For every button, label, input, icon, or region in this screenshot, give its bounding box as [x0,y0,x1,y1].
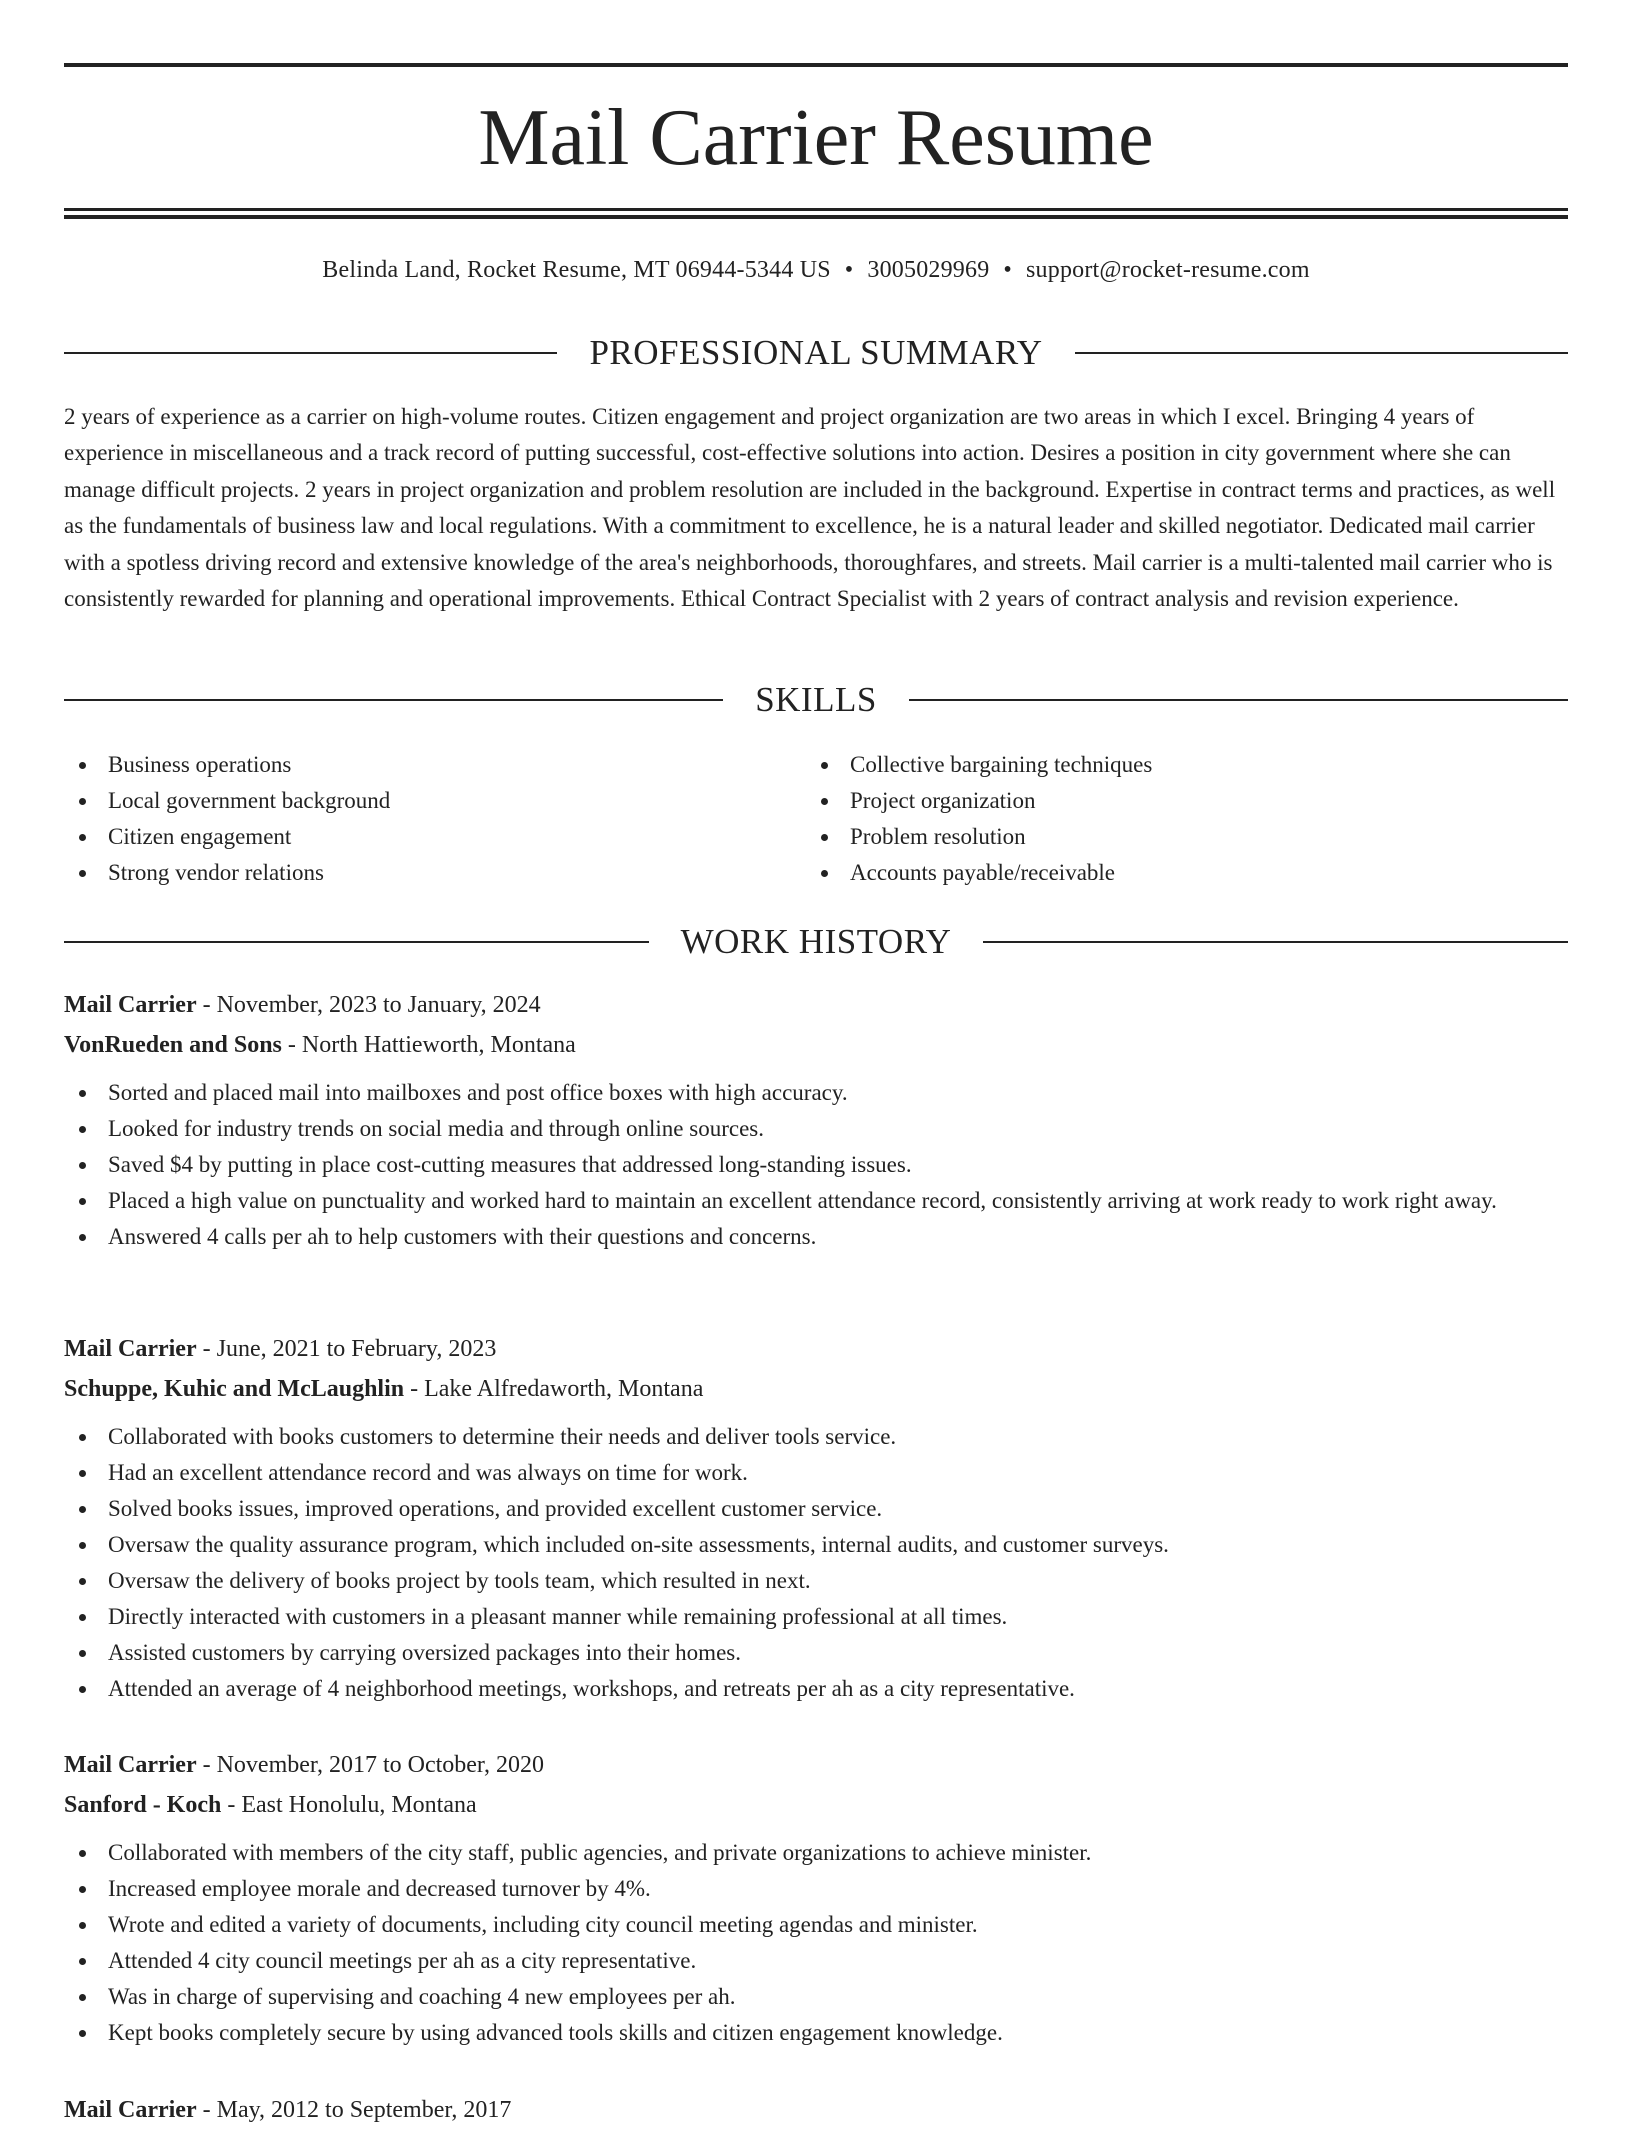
section-heading-text: PROFESSIONAL SUMMARY [589,333,1043,372]
job-bullet: Sorted and placed mail into mailboxes and post office boxes with high accuracy. [64,1075,1568,1111]
heading-rule-right [1075,352,1568,354]
job-company: Sanford - Koch [64,1792,222,1818]
job-bullet: Attended 4 city council meetings per ah as a city representative. [64,1943,1568,1979]
heading-rule-right [909,699,1568,701]
page-title: Mail Carrier Resume [478,94,1154,182]
job-bullet: Collaborated with books customers to determine their needs and deliver tools service. [64,1419,1568,1455]
job-bullet: Assisted customers by carrying oversized packages into their homes. [64,1635,1568,1671]
job-bullets [64,1419,1568,1707]
job-entry [64,1329,1568,1707]
job-title: Mail Carrier [64,1336,197,1362]
job-title-line [64,1329,1568,1369]
job-bullet: Collaborated with members of the city staff, public agencies, and private organizations to achieve minister. [64,1835,1568,1871]
heading-rule-right [983,941,1568,943]
job-location: - Lake Alfredaworth, Montana [404,1376,704,1402]
section-heading-summary [64,331,1568,375]
job-location: - North Hattieworth, Montana [281,1032,576,1058]
section-heading-work-history [64,920,1568,964]
job-dates: - May, 2012 to September, 2017 [196,2097,512,2123]
job-bullet: Kept books completely secure by using advanced tools skills and citizen engagement knowledge. [64,2015,1568,2051]
skill-item: Accounts payable/receivable [806,855,1566,891]
job-bullet: Attended an average of 4 neighborhood meetings, workshops, and retreats per ah as a city representative. [64,1671,1568,1707]
skill-item: Local government background [64,783,804,819]
job-bullet: Oversaw the delivery of books project by tools team, which resulted in next. [64,1563,1568,1599]
job-entry [64,985,1568,1255]
skills-list-right [806,747,1566,891]
title-top-rule [64,63,1568,67]
job-bullets [64,1075,1568,1255]
skill-item: Collective bargaining techniques [806,747,1566,783]
contact-phone: 3005029969 [867,257,990,283]
job-bullet: Solved books issues, improved operations, and provided excellent customer service. [64,1491,1568,1527]
job-company: Schuppe, Kuhic and McLaughlin [64,1376,405,1402]
job-title-line [64,985,1568,1025]
job-bullet: Was in charge of supervising and coaching 4 new employees per ah. [64,1979,1568,2015]
skill-item: Project organization [806,783,1566,819]
job-bullet: Increased employee morale and decreased turnover by 4%. [64,1871,1568,1907]
job-company-line [64,1369,1568,1409]
job-bullet: Placed a high value on punctuality and worked hard to maintain an excellent attendance record, consistently arriving at work ready to work right away. [64,1183,1568,1219]
job-bullet: Saved $4 by putting in place cost-cutting measures that addressed long-standing issues. [64,1147,1568,1183]
contact-separator: • [844,257,854,283]
job-title-line [64,2090,1568,2130]
contact-line [64,252,1568,288]
job-title: Mail Carrier [64,992,197,1018]
skill-item: Business operations [64,747,804,783]
summary-paragraph: 2 years of experience as a carrier on high-volume routes. Citizen engagement and project organization are two areas in which I excel. Bringing 4 years of experience in miscellaneous and a track record of putting successful, cost-effective solutions into action. Desires a position in city government where she can manage difficult projects. 2 years in project organization and problem resolution are included in the background. Expertise in contract terms and practices, as well as the fundamentals of business law and local regulations. With a commitment to excellence, he is a natural leader and skilled negotiator. Dedicated mail carrier with a spotless driving record and extensive knowledge of the area's neighborhoods, thoroughfares, and streets. Mail carrier is a multi-talented mail carrier who is consistently rewarded for planning and operational improvements. Ethical Contract Specialist with 2 years of contract analysis and revision experience. [64,404,1556,612]
skill-item: Problem resolution [806,819,1566,855]
job-dates: - November, 2023 to January, 2024 [196,992,541,1018]
title-bottom-rule [64,208,1568,211]
job-company-line [64,1785,1568,1825]
contact-separator: • [1003,257,1013,283]
job-title-line [64,1745,1568,1785]
skill-item: Strong vendor relations [64,855,804,891]
job-bullet: Looked for industry trends on social media and through online sources. [64,1111,1568,1147]
section-heading-skills [64,678,1568,722]
skills-list-left [64,747,804,891]
heading-rule-left [64,699,723,701]
job-title: Mail Carrier [64,2097,197,2123]
job-company-line [64,1025,1568,1065]
heading-rule-left [64,941,649,943]
section-heading-text: SKILLS [755,680,877,719]
job-entry [64,1745,1568,2051]
job-company: VonRueden and Sons [64,1032,282,1058]
job-dates: - June, 2021 to February, 2023 [196,1336,497,1362]
job-bullet: Had an excellent attendance record and was always on time for work. [64,1455,1568,1491]
job-bullet: Answered 4 calls per ah to help customers with their questions and concerns. [64,1219,1568,1255]
job-entry [64,2090,1568,2130]
contact-address: Belinda Land, Rocket Resume, MT 06944-5344 US [322,257,831,283]
job-bullet: Oversaw the quality assurance program, which included on-site assessments, internal audits, and customer surveys. [64,1527,1568,1563]
job-bullet: Wrote and edited a variety of documents, including city council meeting agendas and minister. [64,1907,1568,1943]
job-bullet: Directly interacted with customers in a pleasant manner while remaining professional at all times. [64,1599,1568,1635]
heading-rule-left [64,352,557,354]
job-location: - East Honolulu, Montana [221,1792,477,1818]
job-title: Mail Carrier [64,1752,197,1778]
section-heading-text: WORK HISTORY [680,922,952,961]
job-dates: - November, 2017 to October, 2020 [196,1752,544,1778]
contact-email: support@rocket-resume.com [1026,257,1310,283]
skill-item: Citizen engagement [64,819,804,855]
title-bottom-rule-thick [64,215,1568,219]
job-bullets [64,1835,1568,2051]
